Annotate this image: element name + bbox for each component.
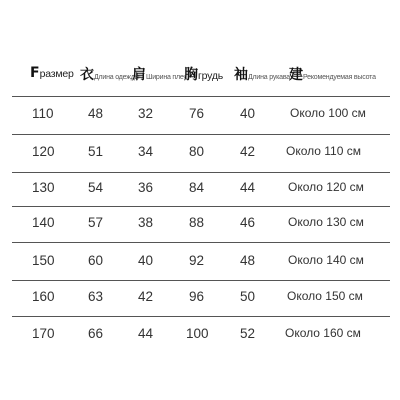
cell-chest: 76 [189, 106, 205, 121]
row-divider [12, 316, 390, 317]
cell-sleeve: 50 [240, 289, 256, 304]
cell-chest: 84 [189, 180, 205, 195]
cell-chest: 100 [186, 326, 209, 341]
table-row [0, 215, 400, 239]
cell-chest: 96 [189, 289, 205, 304]
cell-sleeve: 48 [240, 253, 256, 268]
cell-chest: 80 [189, 144, 205, 159]
table-row [0, 289, 400, 313]
header-height-label: Рекомендуемая высота [303, 74, 376, 81]
row-divider [12, 242, 390, 243]
cell-height: Около 120 см [288, 180, 364, 194]
cell-length: 48 [88, 106, 104, 121]
row-divider [12, 96, 390, 97]
header-shoulder [132, 64, 187, 84]
header-size [30, 64, 74, 82]
cell-height: Около 140 см [288, 253, 364, 267]
header-chest [184, 64, 223, 84]
header-height [289, 64, 376, 84]
table-row [0, 253, 400, 277]
header-sleeve-glyph: 袖 [234, 67, 248, 83]
table-row [0, 180, 400, 204]
cell-length: 51 [88, 144, 104, 159]
cell-size: 140 [32, 215, 55, 230]
cell-length: 57 [88, 215, 104, 230]
cell-sleeve: 42 [240, 144, 256, 159]
header-length [80, 64, 139, 84]
cell-shoulder: 40 [138, 253, 154, 268]
header-shoulder-glyph: 肩 [132, 67, 146, 83]
row-divider [12, 172, 390, 173]
header-chest-label: грудь [198, 70, 224, 82]
header-height-glyph: 建 [289, 67, 303, 83]
cell-height: Около 150 см [287, 289, 363, 303]
header-length-glyph: 衣 [80, 67, 94, 83]
cell-shoulder: 36 [138, 180, 154, 195]
cell-height: Около 100 см [290, 106, 366, 120]
cell-size: 170 [32, 326, 55, 341]
table-row [0, 326, 400, 350]
cell-sleeve: 52 [240, 326, 256, 341]
header-chest-glyph: 胸 [184, 67, 198, 83]
cell-sleeve: 46 [240, 215, 256, 230]
cell-shoulder: 34 [138, 144, 154, 159]
cell-size: 160 [32, 289, 55, 304]
cell-length: 63 [88, 289, 104, 304]
cell-size: 130 [32, 180, 55, 195]
header-sleeve-label: Длина рукава [248, 74, 290, 81]
header-size-glyph: F [30, 65, 40, 81]
cell-height: Около 110 см [286, 144, 361, 158]
cell-length: 66 [88, 326, 104, 341]
cell-height: Около 130 см [288, 215, 364, 229]
table-header [0, 64, 400, 86]
table-row [0, 106, 400, 130]
cell-shoulder: 32 [138, 106, 154, 121]
cell-size: 110 [32, 106, 54, 121]
cell-shoulder: 38 [138, 215, 154, 230]
row-divider [12, 206, 390, 207]
cell-sleeve: 44 [240, 180, 256, 195]
cell-length: 54 [88, 180, 104, 195]
cell-height: Около 160 см [285, 326, 361, 340]
cell-sleeve: 40 [240, 106, 256, 121]
header-sleeve [234, 64, 290, 84]
cell-size: 150 [32, 253, 55, 268]
header-size-label: размер [39, 68, 74, 80]
cell-length: 60 [88, 253, 104, 268]
row-divider [12, 134, 390, 135]
table-row [0, 144, 400, 168]
row-divider [12, 280, 390, 281]
cell-chest: 88 [189, 215, 205, 230]
cell-size: 120 [32, 144, 55, 159]
cell-shoulder: 44 [138, 326, 154, 341]
cell-shoulder: 42 [138, 289, 154, 304]
header-shoulder-label: Ширина плеч [146, 74, 187, 81]
header-length-label: Длина одежды [94, 74, 140, 81]
cell-chest: 92 [189, 253, 205, 268]
